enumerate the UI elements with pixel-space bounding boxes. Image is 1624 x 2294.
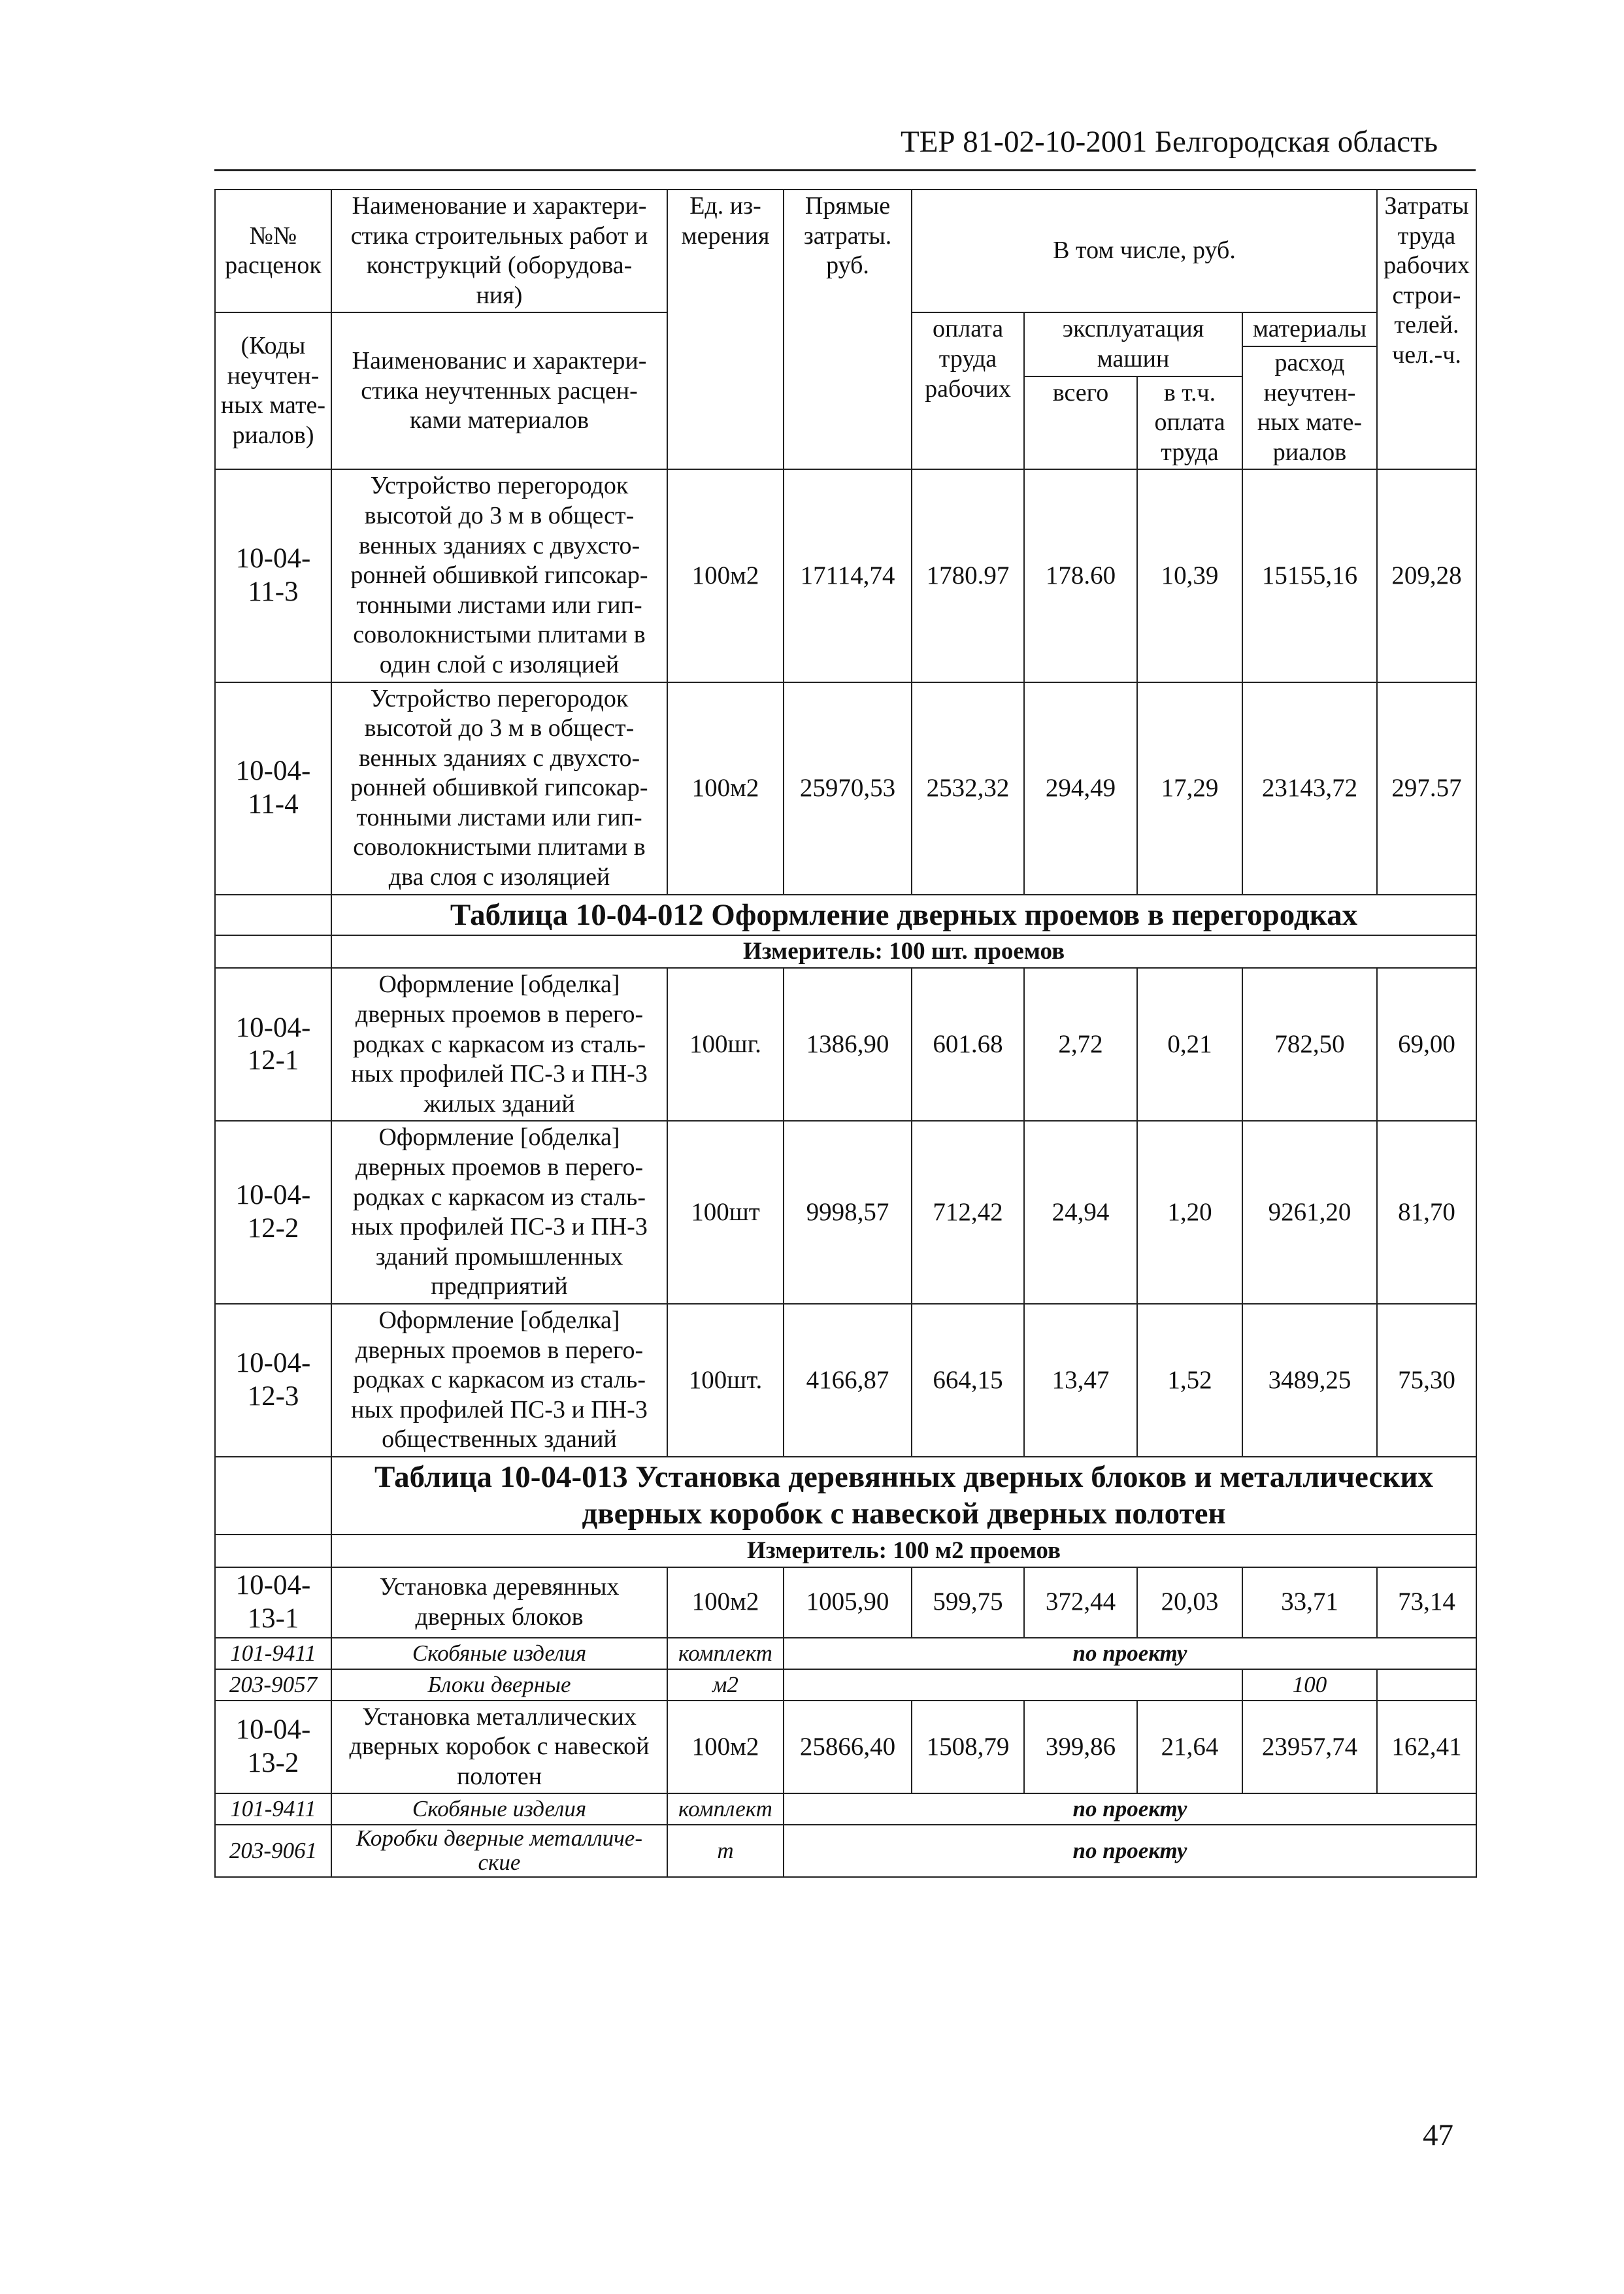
th-machine-total: всего — [1024, 376, 1137, 470]
materials: 23143,72 — [1242, 682, 1377, 895]
machine-total: 24,94 — [1024, 1121, 1137, 1304]
labor-pay: 712,42 — [912, 1121, 1024, 1304]
direct-costs: 25970,53 — [784, 682, 912, 895]
meter-text: Измеритель: 100 м2 проемов — [331, 1535, 1476, 1567]
table-row — [215, 1567, 1476, 1637]
labor-pay: 664,15 — [912, 1304, 1024, 1457]
resource-code: 101-9411 — [215, 1793, 331, 1825]
machine-labor: 21,64 — [1137, 1701, 1242, 1794]
machine-labor: 1,52 — [1137, 1304, 1242, 1457]
resource-name: Коробки дверные металличе- ские — [331, 1825, 667, 1877]
meter-text: Измеритель: 100 шт. проемов — [331, 935, 1476, 968]
unit: 100шт. — [667, 1304, 784, 1457]
machine-total: 13,47 — [1024, 1304, 1137, 1457]
work-name: Устройство перегородок высотой до 3 м в общест- венных зданиях с двухсто- ронней обшивкой гипсокар- тонными листами или гип- соволокнистыми плитами в один слой с изоляцией — [331, 469, 667, 682]
unit: 100шг. — [667, 968, 784, 1121]
resource-unit: комплект — [667, 1793, 784, 1825]
labor-hours: 297.57 — [1377, 682, 1476, 895]
labor-hours: 73,14 — [1377, 1567, 1476, 1637]
machine-total: 399,86 — [1024, 1701, 1137, 1794]
unit: 100м2 — [667, 469, 784, 682]
machine-total: 294,49 — [1024, 682, 1137, 895]
machine-labor: 20,03 — [1137, 1567, 1242, 1637]
direct-costs: 25866,40 — [784, 1701, 912, 1794]
rate-code: 10-04- 13-1 — [215, 1567, 331, 1637]
direct-costs: 1386,90 — [784, 968, 912, 1121]
th-codes: (Коды неучтен- ных мате- риалов) — [215, 312, 331, 469]
meter-row — [215, 1535, 1476, 1567]
direct-costs: 17114,74 — [784, 469, 912, 682]
rates-table — [214, 189, 1477, 1878]
rate-code: 10-04- 12-1 — [215, 968, 331, 1121]
resource-unit: т — [667, 1825, 784, 1877]
resource-consumption: 100 — [1242, 1669, 1377, 1701]
rate-code: 10-04- 11-4 — [215, 682, 331, 895]
th-materials: материалы — [1242, 312, 1377, 346]
direct-costs: 1005,90 — [784, 1567, 912, 1637]
header-rule — [214, 169, 1476, 171]
th-labor-pay: оплата труда рабочих — [912, 312, 1024, 469]
th-unit: Ед. из- мерения — [667, 190, 784, 469]
resource-name: Скобяные изделия — [331, 1793, 667, 1825]
th-machine-labor: в т.ч. оплата труда — [1137, 376, 1242, 470]
section-title: Таблица 10-04-012 Оформление дверных проемов в перегородках — [331, 895, 1476, 935]
table-row — [215, 469, 1476, 682]
labor-hours: 81,70 — [1377, 1121, 1476, 1304]
materials: 23957,74 — [1242, 1701, 1377, 1794]
unit: 100шт — [667, 1121, 784, 1304]
resource-name: Скобяные изделия — [331, 1638, 667, 1669]
resource-row — [215, 1638, 1476, 1669]
th-direct-costs: Прямые затраты. руб. — [784, 190, 912, 469]
th-unaccounted-consumption: расход неучтен- ных мате- риалов — [1242, 346, 1377, 469]
machine-labor: 17,29 — [1137, 682, 1242, 895]
th-machine-ops: эксплуатация машин — [1024, 312, 1242, 376]
machine-labor: 1,20 — [1137, 1121, 1242, 1304]
section-title-row — [215, 895, 1476, 935]
resource-code: 101-9411 — [215, 1638, 331, 1669]
table-row — [215, 1701, 1476, 1794]
labor-pay: 2532,32 — [912, 682, 1024, 895]
unit: 100м2 — [667, 1701, 784, 1794]
rate-code: 10-04- 12-3 — [215, 1304, 331, 1457]
meter-row — [215, 935, 1476, 968]
th-rate-no: №№ расценок — [215, 190, 331, 312]
unit: 100м2 — [667, 1567, 784, 1637]
machine-labor: 0,21 — [1137, 968, 1242, 1121]
page-header-title: ТЕР 81-02-10-2001 Белгородская область — [901, 125, 1438, 159]
section-title: Таблица 10-04-013 Установка деревянных дверных блоков и металлических дверных коробок с навеской дверных полотен — [331, 1457, 1476, 1535]
resource-row — [215, 1825, 1476, 1877]
th-name-unaccounted: Наименованис и характери- стика неучтенных расцен- ками материалов — [331, 312, 667, 469]
section-title-row — [215, 1457, 1476, 1535]
labor-hours: 209,28 — [1377, 469, 1476, 682]
resource-value: по проекту — [784, 1638, 1476, 1669]
work-name: Оформление [обделка] дверных проемов в перего- родках с каркасом из сталь- ных профилей ПС-3 и ПН-3 общественных зданий — [331, 1304, 667, 1457]
labor-pay: 601.68 — [912, 968, 1024, 1121]
machine-total: 2,72 — [1024, 968, 1137, 1121]
resource-code: 203-9061 — [215, 1825, 331, 1877]
unit: 100м2 — [667, 682, 784, 895]
resource-name: Блоки дверные — [331, 1669, 667, 1701]
labor-hours: 162,41 — [1377, 1701, 1476, 1794]
th-labor-costs: Затраты труда рабочих строи- телей. чел.-ч. — [1377, 190, 1476, 469]
labor-pay: 1780.97 — [912, 469, 1024, 682]
work-name: Установка металлических дверных коробок с навеской полотен — [331, 1701, 667, 1794]
materials: 9261,20 — [1242, 1121, 1377, 1304]
resource-unit: м2 — [667, 1669, 784, 1701]
materials: 33,71 — [1242, 1567, 1377, 1637]
materials: 15155,16 — [1242, 469, 1377, 682]
labor-pay: 1508,79 — [912, 1701, 1024, 1794]
table-row — [215, 1121, 1476, 1304]
labor-pay: 599,75 — [912, 1567, 1024, 1637]
direct-costs: 9998,57 — [784, 1121, 912, 1304]
resource-row — [215, 1793, 1476, 1825]
resource-row — [215, 1669, 1476, 1701]
header-row-1 — [215, 190, 1476, 312]
table-row — [215, 682, 1476, 895]
resource-unit: комплект — [667, 1638, 784, 1669]
work-name: Оформление [обделка] дверных проемов в перего- родках с каркасом из сталь- ных профилей ПС-3 и ПН-3 жилых зданий — [331, 968, 667, 1121]
materials: 3489,25 — [1242, 1304, 1377, 1457]
table-row — [215, 1304, 1476, 1457]
resource-value: по проекту — [784, 1793, 1476, 1825]
labor-hours: 69,00 — [1377, 968, 1476, 1121]
page-number: 47 — [1423, 2118, 1453, 2152]
labor-hours: 75,30 — [1377, 1304, 1476, 1457]
machine-labor: 10,39 — [1137, 469, 1242, 682]
direct-costs: 4166,87 — [784, 1304, 912, 1457]
machine-total: 372,44 — [1024, 1567, 1137, 1637]
table-row — [215, 968, 1476, 1121]
th-name: Наименование и характери- стика строительных работ и конструкций (оборудова- ния) — [331, 190, 667, 312]
resource-code: 203-9057 — [215, 1669, 331, 1701]
rate-code: 10-04- 11-3 — [215, 469, 331, 682]
work-name: Установка деревянных дверных блоков — [331, 1567, 667, 1637]
rate-code: 10-04- 13-2 — [215, 1701, 331, 1794]
work-name: Оформление [обделка] дверных проемов в перего- родках с каркасом из сталь- ных профилей ПС-3 и ПН-3 зданий промышленных предприятий — [331, 1121, 667, 1304]
rate-code: 10-04- 12-2 — [215, 1121, 331, 1304]
machine-total: 178.60 — [1024, 469, 1137, 682]
materials: 782,50 — [1242, 968, 1377, 1121]
th-including: В том числе, руб. — [912, 190, 1377, 312]
work-name: Устройство перегородок высотой до 3 м в общест- венных зданиях с двухсто- ронней обшивкой гипсокар- тонными листами или гип- соволокнистыми плитами в два слоя с изоляцией — [331, 682, 667, 895]
resource-value: по проекту — [784, 1825, 1476, 1877]
